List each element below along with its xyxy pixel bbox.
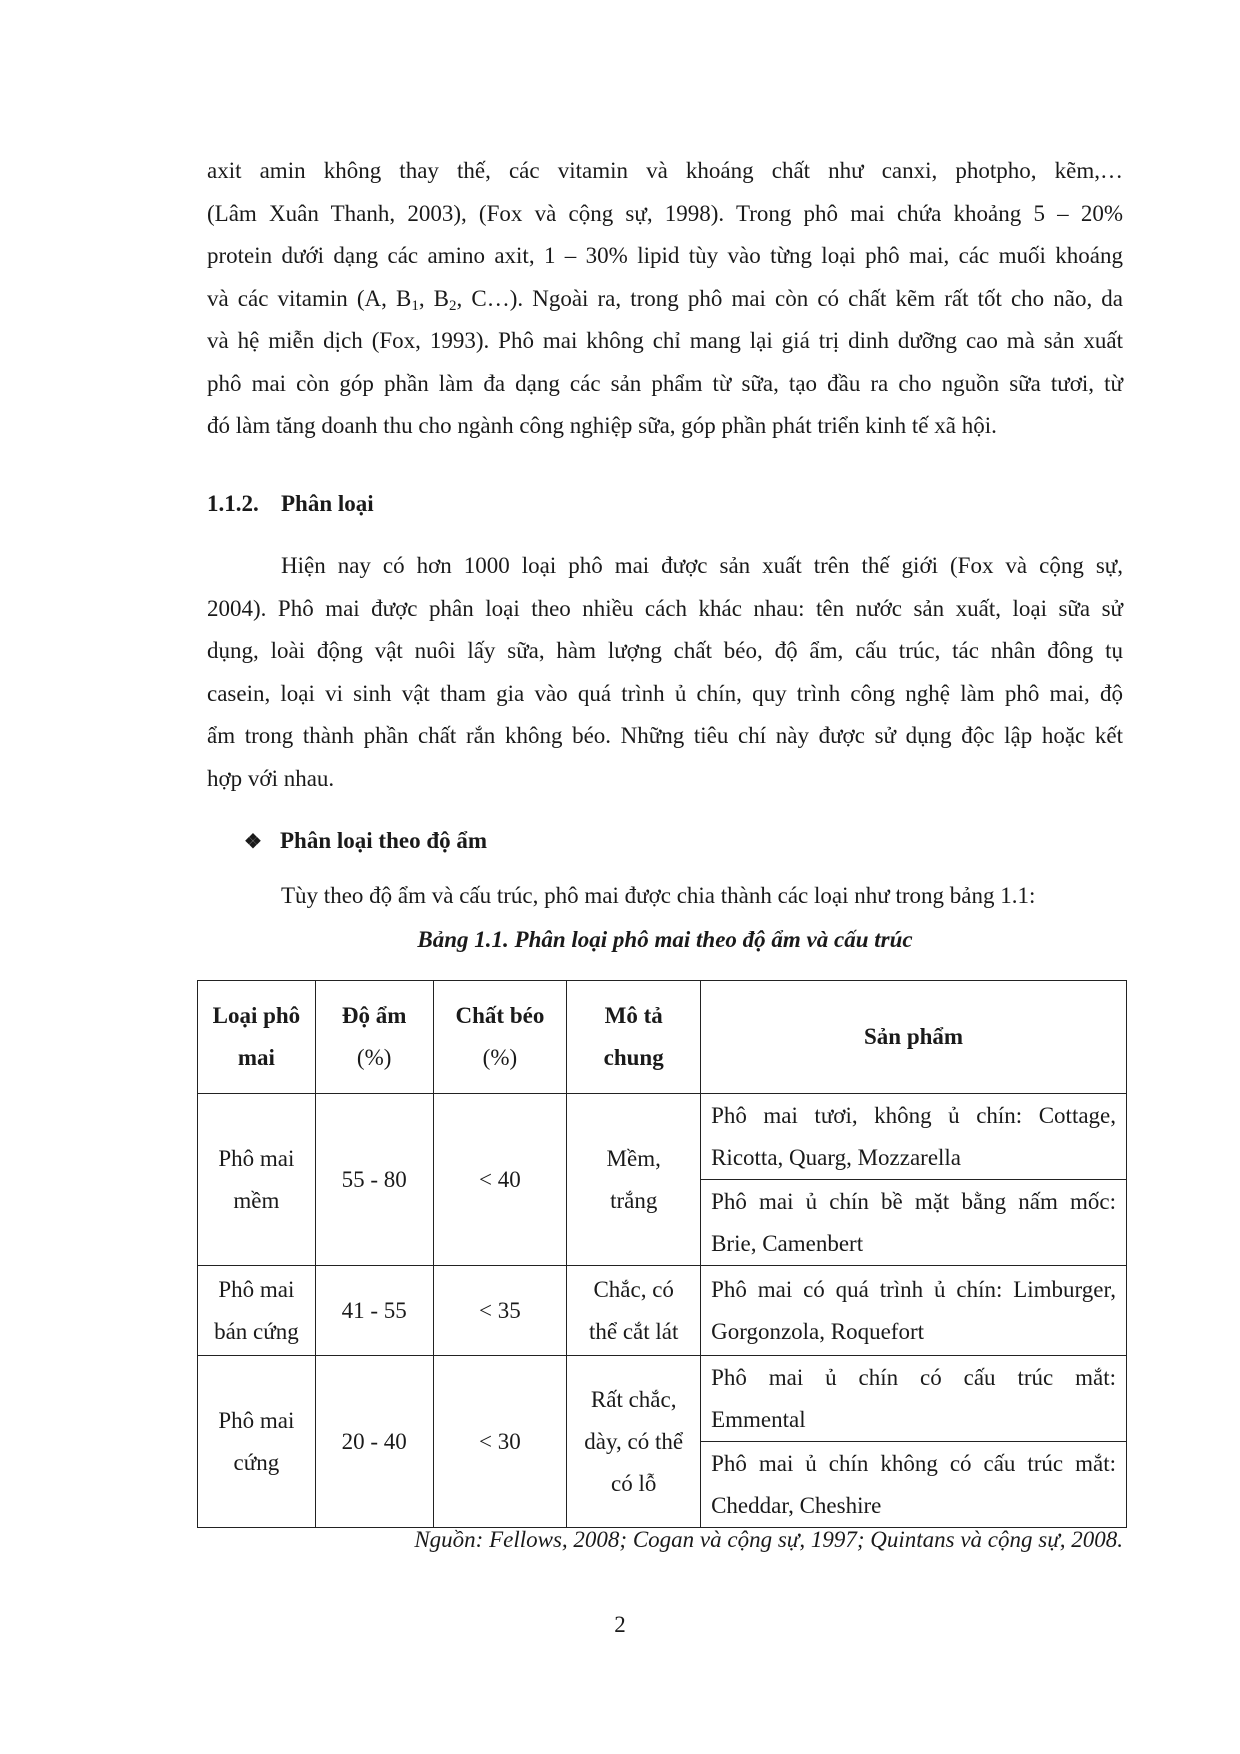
cell-line: Phô mai	[218, 1276, 295, 1302]
text-line: ẩm trong thành phần chất rắn không béo. Những tiêu chí này được sử dụng độc lập hoặc kết	[207, 723, 1123, 748]
cell-type	[198, 1094, 316, 1266]
text-line	[207, 278, 1123, 321]
cell-fat: < 30	[433, 1356, 567, 1528]
cell-type	[198, 1266, 316, 1356]
table-source: Nguồn: Fellows, 2008; Cogan và cộng sự, 1997; Quintans và cộng sự, 2008.	[414, 1527, 1123, 1552]
text-line: Hiện nay có hơn 1000 loại phô mai được sản xuất trên thế giới (Fox và cộng sự,	[281, 553, 1123, 578]
subscript: 2	[449, 297, 457, 314]
header-moisture	[315, 981, 433, 1094]
section-title: Phân loại	[281, 491, 374, 516]
cell-moisture: 20 - 40	[315, 1356, 433, 1528]
cell-line: thể cắt lát	[588, 1318, 679, 1344]
cell-moisture: 41 - 55	[315, 1266, 433, 1356]
cheese-classification-table	[197, 980, 1127, 1528]
cell-fat: < 40	[433, 1094, 567, 1266]
cell-description	[567, 1094, 701, 1266]
cell-product	[701, 1094, 1127, 1180]
header-fat	[433, 981, 567, 1094]
cell-line: Emmental	[711, 1406, 806, 1432]
header-line: Chất béo	[455, 1003, 545, 1028]
text-segment: , B	[418, 285, 450, 311]
cell-product	[701, 1266, 1127, 1356]
paragraph-classification	[207, 545, 1123, 800]
text-line: protein dưới dạng các amino axit, 1 – 30% lipid tùy vào từng loại phô mai, các muối khoáng	[207, 243, 1123, 268]
table-row	[198, 1094, 1127, 1180]
cell-description	[567, 1356, 701, 1528]
text-segment: , C…). Ngoài ra, trong phô mai còn có chất kẽm rất tốt cho não, da	[456, 285, 1124, 311]
subsection-heading	[244, 828, 487, 854]
cell-line: Phô mai	[218, 1407, 295, 1433]
text-line: (Lâm Xuân Thanh, 2003), (Fox và cộng sự, 1998). Trong phô mai chứa khoảng 5 – 20%	[207, 200, 1123, 226]
cell-product	[701, 1356, 1127, 1442]
header-line: chung	[603, 1045, 664, 1070]
paragraph-nutrition	[207, 150, 1123, 448]
cell-line: mềm	[233, 1187, 280, 1213]
header-line: Mô tả	[604, 1003, 663, 1028]
cell-product	[701, 1180, 1127, 1266]
header-type	[198, 981, 316, 1094]
table-caption: Bảng 1.1. Phân loại phô mai theo độ ẩm và cấu trúc	[417, 927, 913, 952]
cell-line: cứng	[233, 1449, 280, 1475]
subsection-title: Phân loại theo độ ẩm	[280, 828, 488, 853]
section-heading	[207, 491, 374, 517]
table-intro: Tùy theo độ ẩm và cấu trúc, phô mai được chia thành các loại như trong bảng 1.1:	[281, 883, 1036, 908]
header-line: Độ ẩm	[341, 1003, 407, 1028]
header-description	[567, 981, 701, 1094]
page-number: 2	[614, 1612, 626, 1637]
cell-line: Ricotta, Quarg, Mozzarella	[711, 1144, 962, 1170]
cell-line: Phô mai tươi, không ủ chín: Cottage,	[711, 1102, 1116, 1128]
cell-line: Brie, Camenbert	[711, 1230, 864, 1256]
cell-description	[567, 1266, 701, 1356]
header-line: (%)	[482, 1045, 518, 1070]
text-line: đó làm tăng doanh thu cho ngành công nghiệp sữa, góp phần phát triển kinh tế xã hội.	[207, 413, 997, 438]
text-line: 2004). Phô mai được phân loại theo nhiều cách khác nhau: tên nước sản xuất, loại sữa sử	[207, 595, 1123, 621]
cell-line: Gorgonzola, Roquefort	[711, 1318, 925, 1344]
table-row	[198, 1356, 1127, 1442]
text-segment: và các vitamin (A, B	[207, 285, 412, 311]
cell-line: bán cứng	[214, 1318, 299, 1344]
cell-line: Phô mai có quá trình ủ chín: Limburger,	[711, 1276, 1116, 1302]
cell-line: dày, có thể	[584, 1428, 684, 1454]
cell-line: Rất chắc,	[590, 1386, 677, 1412]
section-number: 1.1.2.	[207, 491, 259, 516]
cell-line: Phô mai ủ chín có cấu trúc mắt:	[711, 1364, 1116, 1390]
text-line: casein, loại vi sinh vật tham gia vào quá trình ủ chín, quy trình công nghệ làm phô mai, độ	[207, 680, 1123, 706]
header-line: (%)	[356, 1045, 392, 1070]
text-line: hợp với nhau.	[207, 765, 335, 791]
cell-line: Cheddar, Cheshire	[711, 1492, 882, 1518]
text-line: phô mai còn góp phần làm đa dạng các sản phẩm từ sữa, tạo đầu ra cho nguồn sữa tươi, từ	[207, 370, 1123, 396]
cell-line: trắng	[610, 1187, 658, 1213]
cell-line: Mềm,	[606, 1145, 661, 1171]
header-line: mai	[237, 1045, 275, 1070]
header-products: Sản phẩm	[701, 981, 1127, 1094]
cell-line: Phô mai ủ chín không có cấu trúc mắt:	[711, 1450, 1116, 1476]
header-line: Loại phô	[212, 1003, 301, 1028]
subscript: 1	[411, 297, 419, 314]
cell-fat: < 35	[433, 1266, 567, 1356]
cell-moisture: 55 - 80	[315, 1094, 433, 1266]
diamond-bullet-icon: ❖	[244, 831, 262, 853]
cell-product	[701, 1442, 1127, 1528]
text-line: axit amin không thay thế, các vitamin và khoáng chất như canxi, photpho, kẽm,…	[207, 158, 1123, 183]
cell-type	[198, 1356, 316, 1528]
cell-line: Phô mai ủ chín bề mặt bằng nấm mốc:	[711, 1188, 1116, 1214]
text-line: và hệ miễn dịch (Fox, 1993). Phô mai không chỉ mang lại giá trị dinh dưỡng cao mà sản xuất	[207, 328, 1123, 353]
table-row	[198, 1266, 1127, 1356]
table-header-row	[198, 981, 1127, 1094]
cell-line: Phô mai	[218, 1145, 295, 1171]
cell-line: Chắc, có	[593, 1276, 674, 1302]
cell-line: có lỗ	[611, 1470, 657, 1496]
text-line: dụng, loài động vật nuôi lấy sữa, hàm lượng chất béo, độ ẩm, cấu trúc, tác nhân đông tụ	[207, 638, 1123, 663]
